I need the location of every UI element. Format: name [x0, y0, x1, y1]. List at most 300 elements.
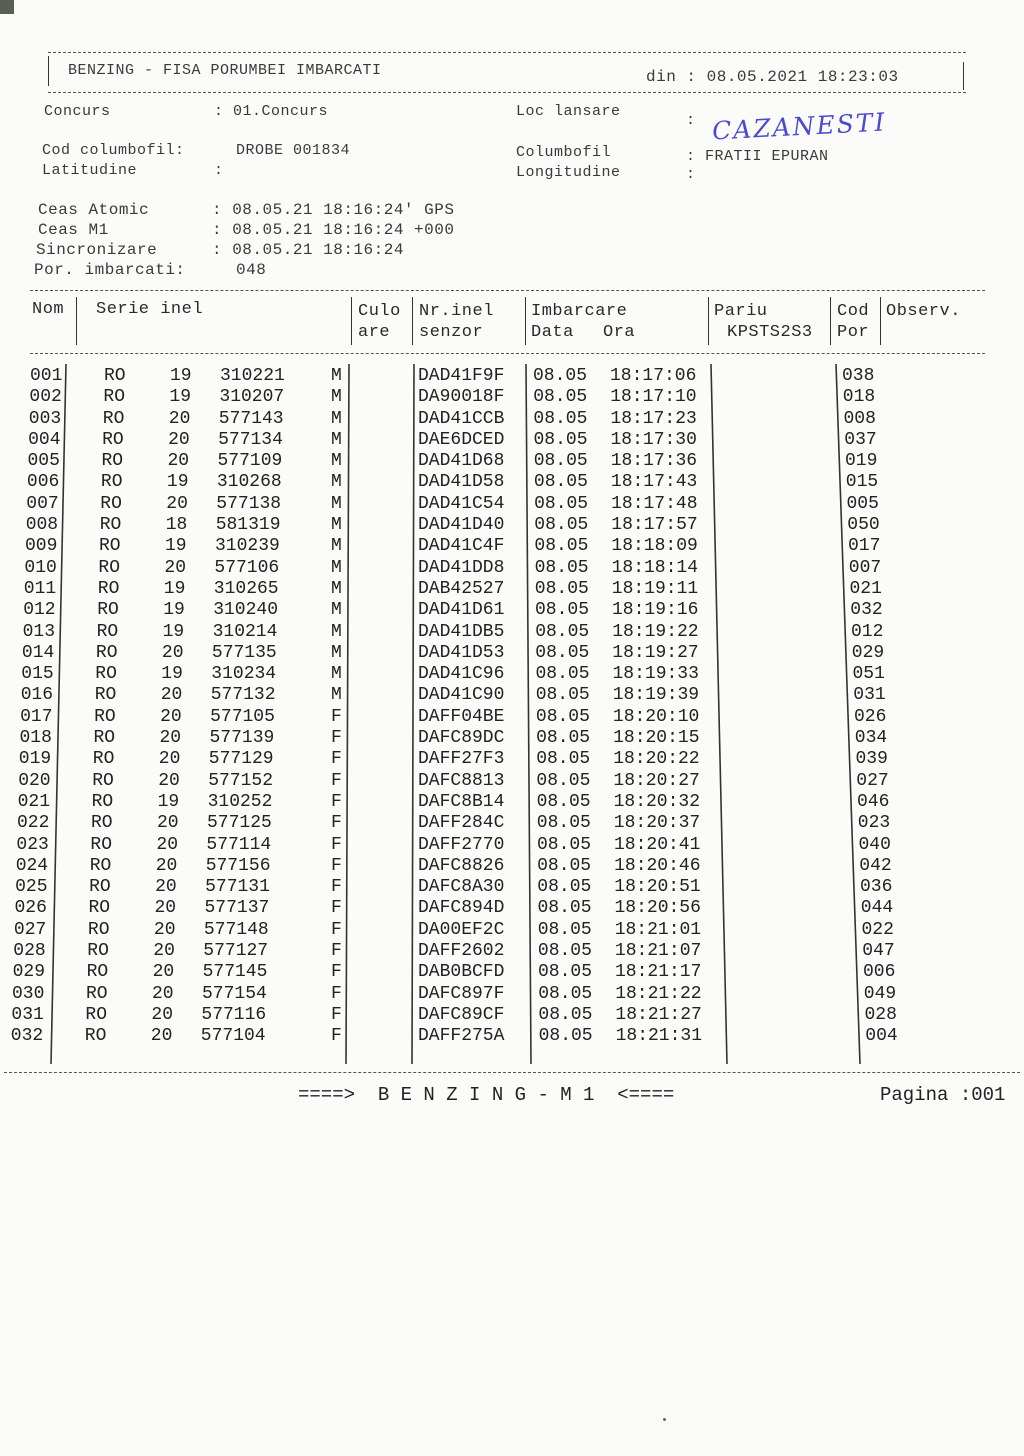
- pigeon-code: 028: [864, 1004, 897, 1025]
- row-number: 003: [28, 408, 62, 429]
- boarding-time: 18:19:27: [612, 642, 699, 663]
- boarding-time: 18:17:48: [611, 493, 698, 514]
- concurs-value: : 01.Concurs: [214, 103, 329, 120]
- ring-country: RO: [88, 898, 111, 919]
- table-row: [0, 494, 1024, 515]
- sincronizare-value: : 08.05.21 18:16:24: [212, 241, 404, 259]
- row-number: 011: [23, 578, 57, 599]
- sensor-ring-id: DAFF2602: [418, 941, 505, 962]
- ceas-atomic-value: : 08.05.21 18:16:24' GPS: [212, 201, 455, 219]
- ring-serial: 577137: [204, 898, 270, 919]
- ring-country: RO: [91, 791, 114, 812]
- ring-year: 20: [167, 451, 190, 472]
- boarding-date: 08.05: [533, 429, 588, 450]
- longitudine-label: Longitudine: [516, 164, 621, 181]
- pigeon-sex: M: [331, 387, 342, 408]
- boarding-time: 18:19:33: [612, 664, 699, 685]
- concurs-label: Concurs: [44, 103, 111, 120]
- boarding-date: 08.05: [534, 493, 589, 514]
- ring-serial: 577135: [211, 642, 277, 663]
- col-header-cod-1: Cod: [837, 302, 870, 321]
- col-header-observ: Observ.: [886, 302, 961, 321]
- ring-year: 19: [163, 578, 186, 599]
- pigeon-sex: M: [331, 685, 342, 706]
- sensor-ring-id: DAD41DD8: [418, 557, 505, 578]
- boarding-date: 08.05: [538, 1026, 593, 1047]
- ring-country: RO: [102, 429, 124, 450]
- ring-serial: 577148: [203, 919, 269, 940]
- ring-serial: 310239: [215, 536, 280, 557]
- sensor-ring-id: DAFF27F3: [418, 749, 505, 770]
- sensor-ring-id: DAD41DB5: [418, 621, 505, 642]
- document-title: BENZING - FISA PORUMBEI IMBARCATI: [68, 62, 382, 79]
- ring-year: 20: [155, 855, 178, 876]
- row-number: 026: [14, 898, 47, 919]
- ring-serial: 577129: [208, 749, 274, 770]
- ring-serial: 310234: [211, 664, 277, 685]
- sensor-ring-id: DAD41D40: [418, 515, 505, 536]
- pigeon-code: 005: [846, 493, 879, 514]
- boarding-time: 18:20:37: [613, 813, 701, 834]
- row-number: 032: [10, 1026, 44, 1047]
- col-header-cod-2: Por: [837, 323, 870, 342]
- boarding-time: 18:21:27: [615, 1004, 702, 1025]
- pigeon-sex: F: [331, 749, 342, 770]
- pigeon-code: 015: [845, 472, 879, 493]
- ring-year: 20: [152, 962, 175, 983]
- loc-lansare-label: Loc lansare: [516, 103, 621, 120]
- boarding-date: 08.05: [536, 791, 591, 812]
- sensor-ring-id: DAD41C96: [418, 664, 505, 685]
- pigeon-code: 021: [849, 578, 882, 599]
- boarding-date: 08.05: [535, 621, 590, 642]
- sincronizare-label: Sincronizare: [36, 241, 158, 259]
- ceas-m1-label: Ceas M1: [38, 221, 109, 239]
- table-row: [0, 749, 1024, 770]
- boarding-time: 18:21:17: [615, 962, 702, 983]
- pigeon-code: 018: [842, 387, 876, 408]
- table-row: [0, 920, 1024, 941]
- pigeon-code: 006: [863, 962, 896, 983]
- ring-country: RO: [102, 408, 125, 429]
- row-number: 007: [26, 493, 59, 514]
- ring-year: 19: [166, 472, 189, 493]
- sensor-ring-id: DAD41C90: [418, 685, 505, 706]
- pigeon-code: 036: [860, 877, 893, 898]
- pigeon-code: 008: [843, 408, 876, 429]
- row-number: 022: [17, 813, 50, 834]
- boarding-date: 08.05: [535, 664, 590, 685]
- row-number: 009: [25, 536, 58, 557]
- ring-country: RO: [87, 941, 109, 962]
- longitudine-value: :: [686, 166, 696, 183]
- row-number: 014: [21, 642, 55, 663]
- row-number: 020: [18, 770, 51, 791]
- ring-year: 20: [168, 429, 190, 450]
- ring-year: 19: [163, 600, 185, 621]
- ring-serial: 577105: [210, 706, 275, 727]
- boarding-date: 08.05: [536, 749, 591, 770]
- pigeon-code: 042: [859, 855, 892, 876]
- row-number: 005: [27, 451, 60, 472]
- pigeon-code: 032: [850, 600, 883, 621]
- boarding-date: 08.05: [537, 919, 592, 940]
- table-row: [0, 409, 1024, 430]
- boarding-time: 18:20:46: [614, 855, 701, 876]
- sensor-ring-id: DAFC897F: [418, 983, 505, 1004]
- ring-year: 20: [158, 770, 180, 791]
- ring-country: RO: [100, 493, 122, 514]
- sensor-ring-id: DA00EF2C: [418, 919, 505, 940]
- ring-country: RO: [90, 834, 113, 855]
- ring-country: RO: [97, 600, 119, 621]
- ring-year: 20: [166, 493, 188, 514]
- sensor-ring-id: DAFC8813: [418, 770, 505, 791]
- ring-serial: 310240: [213, 600, 279, 621]
- boarding-time: 18:17:30: [610, 429, 697, 450]
- table-row: [0, 387, 1024, 408]
- boarding-time: 18:18:09: [611, 536, 698, 557]
- boarding-time: 18:20:41: [614, 834, 701, 855]
- ring-country: RO: [98, 557, 121, 578]
- sensor-ring-id: DAFC894D: [418, 898, 505, 919]
- ring-country: RO: [94, 685, 117, 706]
- ring-country: RO: [100, 472, 123, 493]
- ring-year: 20: [158, 749, 181, 770]
- boarding-time: 18:21:01: [614, 919, 702, 940]
- ring-serial: 310214: [212, 621, 278, 642]
- boarding-date: 08.05: [534, 578, 589, 599]
- row-number: 010: [24, 557, 57, 578]
- ring-country: RO: [85, 1004, 108, 1025]
- row-number: 008: [25, 515, 59, 536]
- pigeon-sex: M: [331, 642, 342, 663]
- sensor-ring-id: DAFF275A: [418, 1026, 505, 1047]
- sensor-ring-id: DAFC8A30: [418, 877, 505, 898]
- ring-year: 20: [155, 877, 177, 898]
- ring-year: 20: [151, 1004, 174, 1025]
- row-number: 023: [16, 834, 49, 855]
- sensor-ring-id: DAD41F9F: [418, 366, 505, 386]
- ring-serial: 577131: [205, 877, 270, 898]
- pigeon-code: 039: [855, 749, 888, 770]
- pigeon-sex: F: [331, 919, 342, 940]
- row-number: 012: [23, 600, 56, 621]
- boarding-time: 18:17:10: [610, 387, 697, 408]
- ring-serial: 577152: [208, 770, 274, 791]
- row-number: 028: [13, 941, 46, 962]
- row-number: 001: [30, 366, 63, 386]
- boarding-time: 18:21:07: [614, 941, 702, 962]
- sensor-ring-id: DAFC8B14: [418, 791, 505, 812]
- ring-country: RO: [103, 387, 126, 408]
- boarding-time: 18:20:51: [614, 877, 701, 898]
- ring-country: RO: [91, 813, 113, 834]
- ring-serial: 577138: [216, 493, 282, 514]
- boarding-date: 08.05: [535, 706, 590, 727]
- ring-year: 20: [168, 408, 191, 429]
- ring-year: 19: [169, 387, 192, 408]
- ring-serial: 310207: [219, 387, 285, 408]
- pigeon-sex: F: [331, 941, 342, 962]
- row-number: 031: [11, 1004, 44, 1025]
- pigeon-sex: M: [331, 472, 342, 493]
- pigeon-sex: M: [331, 429, 342, 450]
- ring-country: RO: [99, 536, 121, 557]
- table-row: [0, 366, 1024, 387]
- ring-year: 20: [161, 642, 184, 663]
- pigeon-sex: M: [331, 621, 342, 642]
- boarding-time: 18:20:22: [613, 749, 700, 770]
- ring-serial: 577134: [218, 429, 283, 450]
- ring-country: RO: [92, 749, 115, 770]
- sensor-ring-id: DAFF04BE: [418, 706, 505, 727]
- pigeon-code: 037: [844, 429, 877, 450]
- pigeon-code: 029: [851, 642, 885, 663]
- boarding-time: 18:17:23: [610, 408, 697, 429]
- ring-country: RO: [93, 728, 116, 749]
- boarding-time: 18:20:15: [613, 728, 700, 749]
- pigeon-code: 050: [847, 515, 880, 536]
- pigeon-sex: M: [331, 515, 342, 536]
- pigeon-code: 007: [848, 557, 882, 578]
- ring-country: RO: [87, 919, 110, 940]
- row-number: 030: [12, 983, 45, 1004]
- pigeon-sex: M: [331, 536, 342, 557]
- boarding-time: 18:20:32: [613, 791, 701, 812]
- pigeon-sex: F: [331, 770, 342, 791]
- boarding-time: 18:21:22: [615, 983, 702, 1004]
- boarding-time: 18:20:56: [614, 898, 701, 919]
- ring-year: 20: [154, 898, 177, 919]
- table-row: [0, 792, 1024, 813]
- table-row: [0, 707, 1024, 728]
- sensor-ring-id: DAD41CCB: [418, 408, 505, 429]
- ring-year: 20: [160, 706, 182, 727]
- table-row: [0, 1005, 1024, 1026]
- table-row: [0, 984, 1024, 1005]
- sensor-ring-id: DA90018F: [418, 387, 505, 408]
- pigeon-code: 046: [857, 791, 890, 812]
- boarding-date: 08.05: [535, 600, 590, 621]
- boarding-date: 08.05: [535, 642, 590, 663]
- row-number: 021: [17, 791, 51, 812]
- boarding-date: 08.05: [533, 472, 588, 493]
- boarding-date: 08.05: [537, 834, 592, 855]
- table-row: [0, 515, 1024, 536]
- ring-country: RO: [86, 962, 109, 983]
- table-row: [0, 877, 1024, 898]
- ring-country: RO: [99, 515, 122, 536]
- row-number: 027: [13, 919, 47, 940]
- porumbei-imbarcati-value: 048: [236, 261, 267, 279]
- sensor-ring-id: DAFC8826: [418, 855, 505, 876]
- loc-lansare-handwritten-value: CAZANESTI: [711, 107, 888, 146]
- row-number: 013: [22, 621, 56, 642]
- boarding-date: 08.05: [535, 685, 590, 706]
- ring-serial: 577132: [210, 685, 276, 706]
- ring-country: RO: [95, 642, 118, 663]
- ceas-m1-value: : 08.05.21 18:16:24 +000: [212, 221, 455, 239]
- col-header-serie-inel: Serie inel: [96, 300, 204, 319]
- ring-serial: 577116: [201, 1004, 267, 1025]
- ring-country: RO: [97, 578, 120, 599]
- boarding-date: 08.05: [538, 983, 593, 1004]
- ring-serial: 577106: [214, 557, 280, 578]
- boarding-date: 08.05: [537, 855, 592, 876]
- loc-lansare-colon: :: [686, 112, 696, 129]
- boarding-time: 18:17:57: [611, 515, 698, 536]
- table-row: [0, 558, 1024, 579]
- boarding-date: 08.05: [537, 941, 592, 962]
- boarding-date: 08.05: [537, 877, 592, 898]
- boarding-time: 18:17:36: [610, 451, 698, 472]
- boarding-date: 08.05: [534, 536, 589, 557]
- ring-year: 18: [165, 515, 188, 536]
- boarding-time: 18:21:31: [615, 1026, 703, 1047]
- sensor-ring-id: DAD41C54: [418, 493, 505, 514]
- ring-country: RO: [84, 1026, 107, 1047]
- table-row: [0, 451, 1024, 472]
- boarding-date: 08.05: [533, 451, 588, 472]
- pigeon-sex: M: [331, 366, 342, 386]
- ring-serial: 310252: [207, 791, 273, 812]
- boarding-date: 08.05: [538, 1004, 593, 1025]
- table-row: [0, 664, 1024, 685]
- footer-brand: ====> B E N Z I N G - M 1 <====: [298, 1084, 675, 1106]
- row-number: 002: [29, 387, 62, 408]
- col-header-pariu-1: Pariu: [714, 302, 768, 321]
- row-number: 019: [18, 749, 52, 770]
- boarding-date: 08.05: [536, 770, 591, 791]
- ring-country: RO: [104, 366, 126, 386]
- pigeon-code: 049: [863, 983, 897, 1004]
- table-row: [0, 643, 1024, 664]
- ring-year: 19: [161, 664, 183, 685]
- col-header-nom: Nom: [32, 300, 65, 319]
- table-row: [0, 622, 1024, 643]
- table-row: [0, 962, 1024, 983]
- pigeon-sex: F: [331, 855, 342, 876]
- pigeon-sex: F: [331, 706, 342, 727]
- ring-year: 19: [170, 366, 192, 386]
- boarding-time: 18:19:11: [611, 578, 699, 599]
- col-header-nrinel-1: Nr.inel: [419, 302, 494, 321]
- table-row: [0, 835, 1024, 856]
- boarding-time: 18:19:39: [612, 685, 700, 706]
- pigeon-code: 051: [852, 664, 885, 685]
- table-row: [0, 600, 1024, 621]
- sensor-ring-id: DAFF284C: [418, 813, 505, 834]
- table-row: [0, 941, 1024, 962]
- pigeon-sex: F: [331, 791, 342, 812]
- boarding-date: 08.05: [538, 962, 593, 983]
- pigeon-sex: M: [331, 557, 342, 578]
- table-body: [0, 366, 1024, 1048]
- print-date: din : 08.05.2021 18:23:03: [646, 68, 899, 86]
- ring-year: 20: [157, 813, 179, 834]
- sensor-ring-id: DAD41D68: [418, 451, 505, 472]
- ring-serial: 577109: [217, 451, 283, 472]
- boarding-date: 08.05: [533, 366, 588, 386]
- columbofil-value: : FRATII EPURAN: [686, 148, 829, 165]
- sensor-ring-id: DAFC89CF: [418, 1004, 505, 1025]
- latitudine-value: :: [214, 162, 224, 179]
- sensor-ring-id: DAB0BCFD: [418, 962, 505, 983]
- ring-serial: 577143: [218, 408, 284, 429]
- columbofil-label: Columbofil: [516, 144, 612, 161]
- table-bottom-border: [4, 1072, 1020, 1073]
- pigeon-code: 044: [860, 898, 894, 919]
- ring-country: RO: [94, 706, 116, 727]
- boarding-date: 08.05: [536, 728, 591, 749]
- ring-serial: 577104: [200, 1026, 266, 1047]
- ceas-atomic-label: Ceas Atomic: [38, 201, 150, 219]
- pigeon-sex: M: [331, 578, 342, 599]
- pigeon-sex: F: [331, 728, 342, 749]
- ring-serial: 581319: [215, 515, 281, 536]
- boarding-time: 18:20:27: [613, 770, 700, 791]
- pigeon-code: 034: [854, 728, 888, 749]
- ring-country: RO: [101, 451, 124, 472]
- pigeon-code: 023: [857, 813, 891, 834]
- boarding-date: 08.05: [533, 387, 588, 408]
- pigeon-code: 040: [858, 834, 891, 855]
- ring-country: RO: [95, 664, 117, 685]
- table-row: [0, 536, 1024, 557]
- ring-serial: 310221: [220, 366, 285, 386]
- row-number: 004: [28, 429, 61, 450]
- row-number: 006: [26, 472, 60, 493]
- ring-year: 19: [165, 536, 187, 557]
- row-number: 018: [19, 728, 52, 749]
- sensor-ring-id: DAD41D53: [418, 642, 505, 663]
- col-header-culoare-2: are: [358, 323, 391, 342]
- pigeon-sex: F: [331, 983, 342, 1004]
- sensor-ring-id: DAFF2770: [418, 834, 505, 855]
- table-row: [0, 1026, 1024, 1047]
- cod-columbofil-value: DROBE 001834: [236, 142, 351, 159]
- table-row: [0, 898, 1024, 919]
- ring-serial: 577145: [202, 962, 268, 983]
- boarding-date: 08.05: [536, 813, 591, 834]
- pigeon-sex: F: [331, 898, 342, 919]
- pigeon-sex: F: [331, 1004, 342, 1025]
- pigeon-code: 038: [842, 366, 875, 386]
- ring-year: 20: [156, 834, 179, 855]
- boarding-time: 18:17:43: [610, 472, 698, 493]
- row-number: 025: [15, 877, 48, 898]
- table-row: [0, 771, 1024, 792]
- ring-year: 19: [157, 791, 180, 812]
- ring-year: 20: [159, 728, 182, 749]
- row-number: 015: [21, 664, 54, 685]
- ring-year: 20: [152, 983, 174, 1004]
- table-row: [0, 685, 1024, 706]
- col-header-data: Data: [531, 323, 574, 342]
- sensor-ring-id: DAD41D58: [418, 472, 505, 493]
- col-header-pariu-2: KPSTS2S3: [727, 323, 813, 342]
- table-row: [0, 813, 1024, 834]
- boarding-time: 18:19:16: [612, 600, 699, 621]
- sensor-ring-id: DAD41D61: [418, 600, 505, 621]
- ring-serial: 577114: [206, 834, 272, 855]
- col-header-culoare-1: Culo: [358, 302, 401, 321]
- sensor-ring-id: DAE6DCED: [418, 429, 505, 450]
- pigeon-code: 019: [845, 451, 878, 472]
- row-number: 017: [20, 706, 53, 727]
- ring-country: RO: [89, 877, 111, 898]
